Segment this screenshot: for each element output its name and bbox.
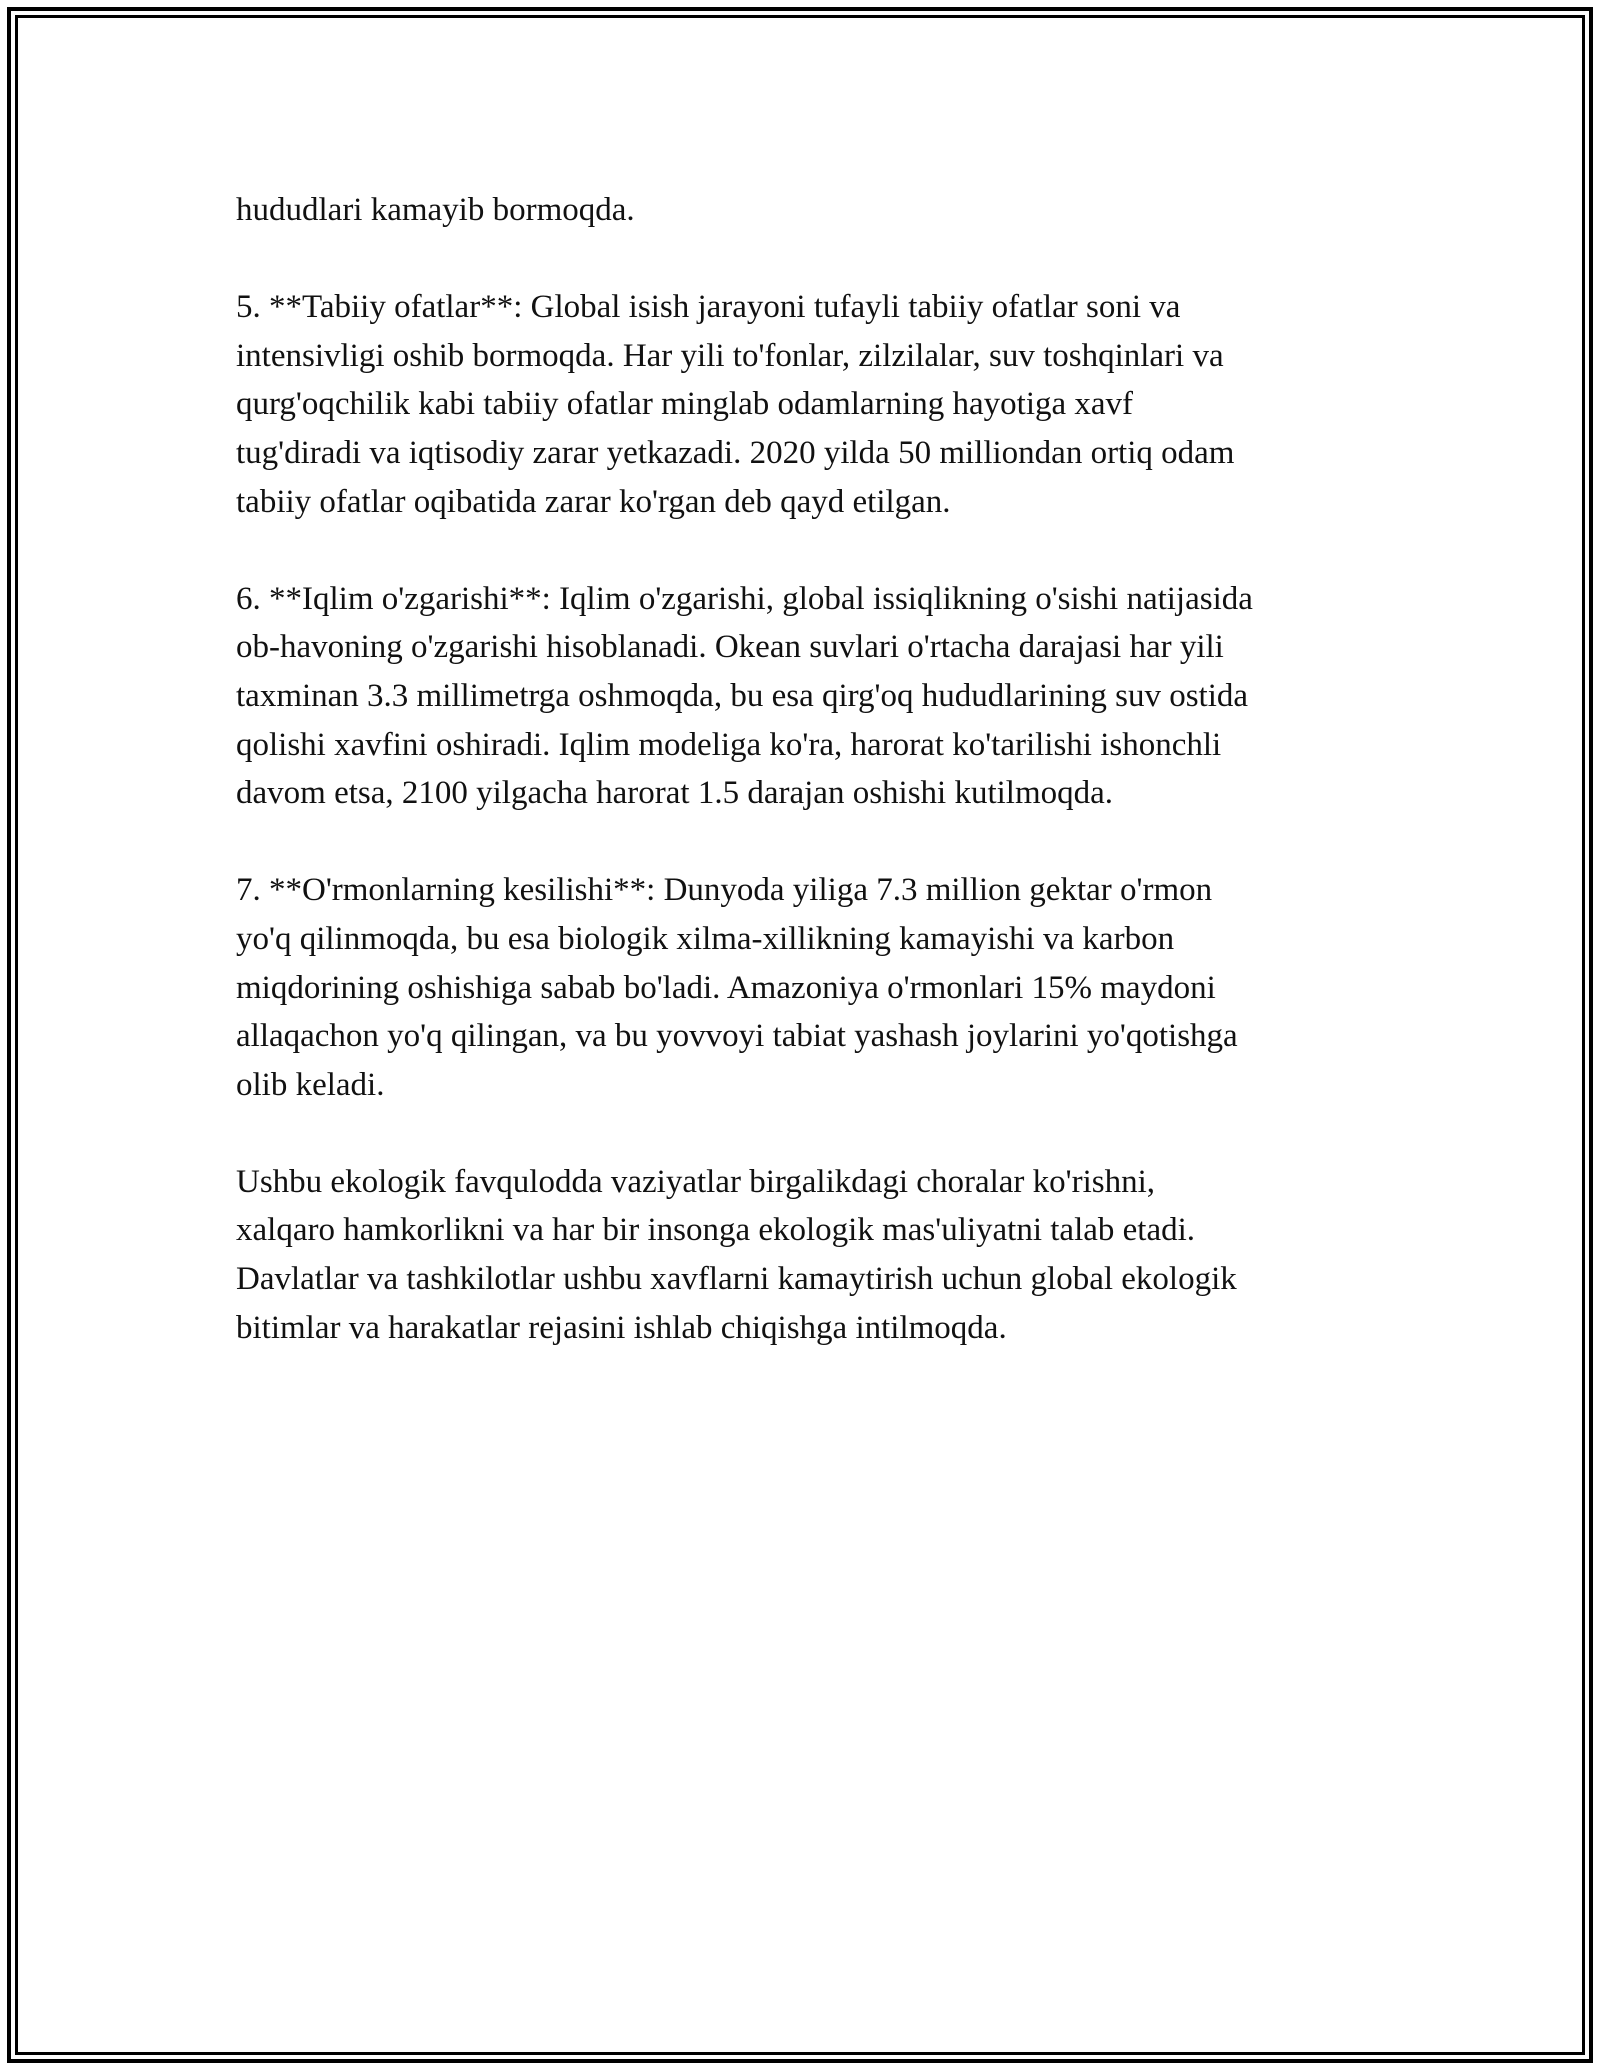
document-body [236, 186, 1386, 1401]
paragraph-continuation: hududlari kamayib bormoqda. [236, 192, 635, 228]
paragraph-natural-disasters: 5. **Tabiiy ofatlar**: Global isish jarayoni tufayli tabiiy ofatlar soni va intensivligi oshib bormoqda. Har yili to'fonlar, zilzilalar, suv toshqinlari va qurg'oqchilik kabi tabiiy ofatlar minglab odamlarning hayotiga xavf tug'diradi va iqtisodiy zarar yetkazadi. 2020 yilda 50 milliondan ortiq odam tabiiy ofatlar oqibatida zarar ko'rgan deb qayd etilgan. [236, 289, 1235, 520]
paragraph-conclusion: Ushbu ekologik favqulodda vaziyatlar birgalikdagi choralar ko'rishni, xalqaro hamkorlikni va har bir insonga ekologik mas'uliyatni talab etadi. Davlatlar va tashkilotlar ushbu xavflarni kamaytirish uchun global ekologik bitimlar va harakatlar rejasini ishlab chiqishga intilmoqda. [236, 1163, 1237, 1346]
paragraph-climate-change: 6. **Iqlim o'zgarishi**: Iqlim o'zgarishi, global issiqlikning o'sishi natijasida ob-havoning o'zgarishi hisoblanadi. Okean suvlari o'rtacha darajasi har yili taxminan 3.3 millimetrga oshmoqda, bu esa qirg'oq hududlarining suv ostida qolishi xavfini oshiradi. Iqlim modeliga ko'ra, harorat ko'tarilishi ishonchli davom etsa, 2100 yilgacha harorat 1.5 darajan oshishi kutilmoqda. [236, 580, 1253, 812]
paragraph-deforestation: 7. **O'rmonlarning kesilishi**: Dunyoda yiliga 7.3 million gektar o'rmon yo'q qilinmoqda, bu esa biologik xilma-xillikning kamayishi va karbon miqdorining oshishiga sabab bo'ladi. Amazoniya o'rmonlari 15% maydoni allaqachon yo'q qilingan, va bu yovvoyi tabiat yashash joylarini yo'qotishga olib keladi. [236, 872, 1238, 1103]
